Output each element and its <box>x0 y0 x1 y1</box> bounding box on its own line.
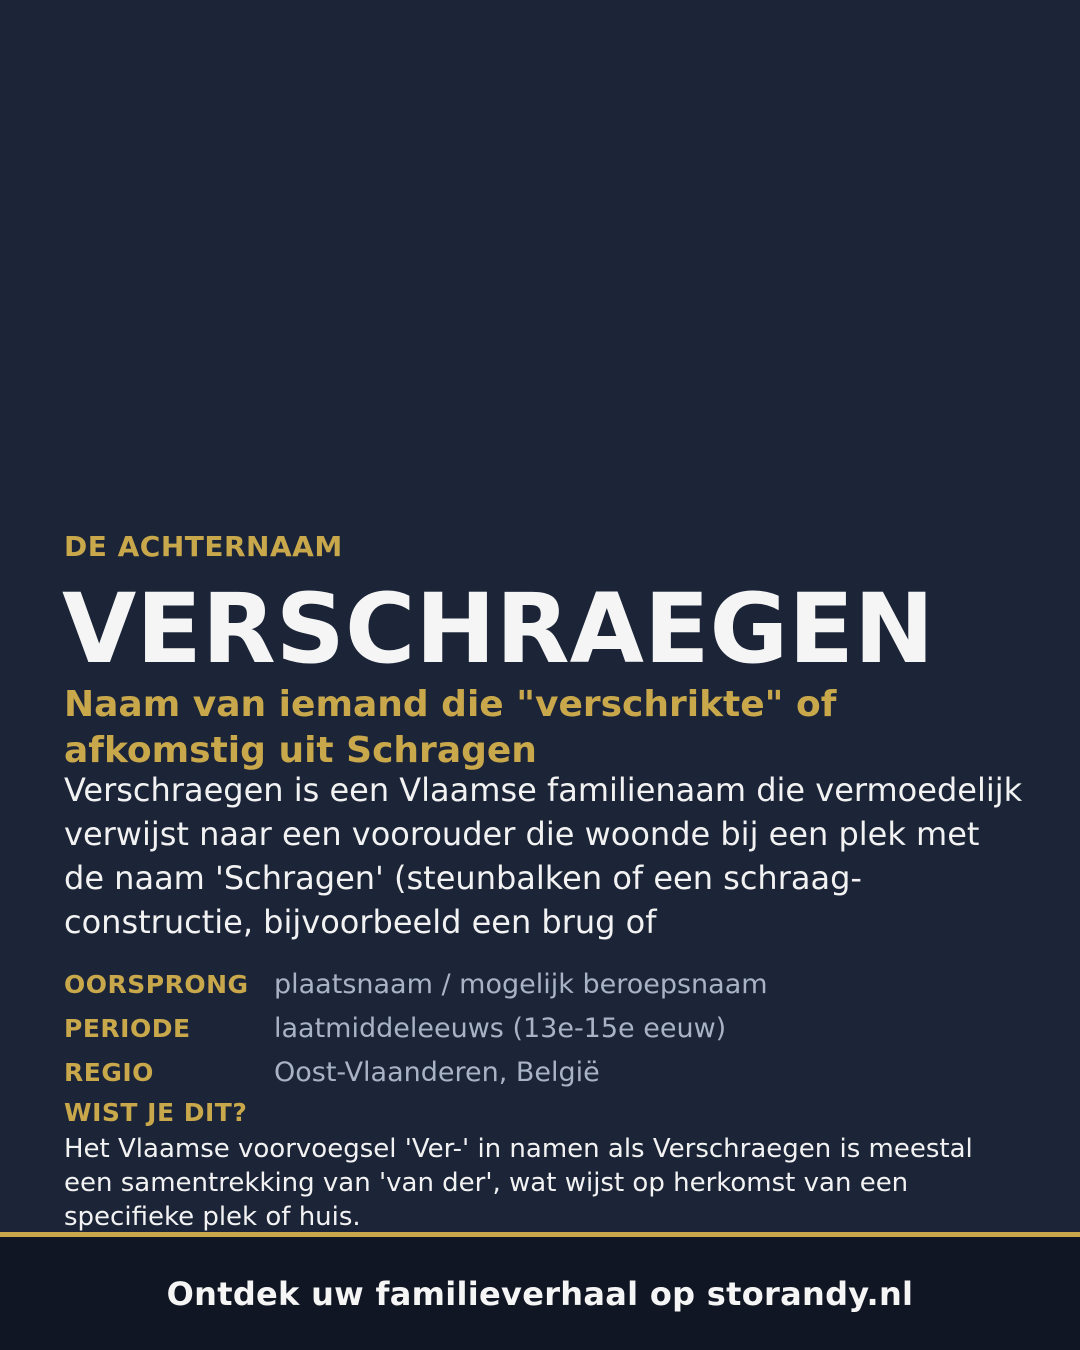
fact-value: laatmiddeleeuws (13e-15e eeuw) <box>274 1012 727 1044</box>
did-you-know-text: Het Vlaamse voorvoegsel 'Ver-' in namen als Verschraegen is meestal een samentrekking van 'van der', wat wijst op herkomst van een specifieke plek of huis. <box>64 1134 973 1232</box>
did-you-know-label: WIST JE DIT? <box>64 1098 248 1127</box>
fact-row-period <box>64 1006 1024 1050</box>
fact-label: REGIO <box>64 1057 154 1087</box>
fact-label: PERIODE <box>64 1013 191 1043</box>
facts-list <box>64 962 1024 1094</box>
fact-value: plaatsnaam / mogelijk beroepsnaam <box>274 968 768 1000</box>
fact-row-origin <box>64 962 1024 1006</box>
surname-meaning: Naam van iemand die "verschrikte" of afkomstig uit Schragen <box>64 684 837 771</box>
footer-cta[interactable]: Ontdek uw familieverhaal op storandy.nl <box>166 1274 914 1313</box>
fact-value: Oost-Vlaanderen, België <box>274 1056 600 1088</box>
eyebrow-label: DE ACHTERNAAM <box>64 530 343 563</box>
surname-title: VERSCHRAEGEN <box>62 573 935 685</box>
fact-row-region <box>64 1050 1024 1094</box>
surname-description: Verschraegen is een Vlaamse familienaam die vermoedelijk verwijst naar een voorouder die woonde bij een plek met de naam 'Schragen' (steunbalken of een schraag-constructie, bijvoorbeeld een brug of <box>64 771 1023 941</box>
footer-bar <box>0 1237 1080 1350</box>
fact-label: OORSPRONG <box>64 969 249 999</box>
